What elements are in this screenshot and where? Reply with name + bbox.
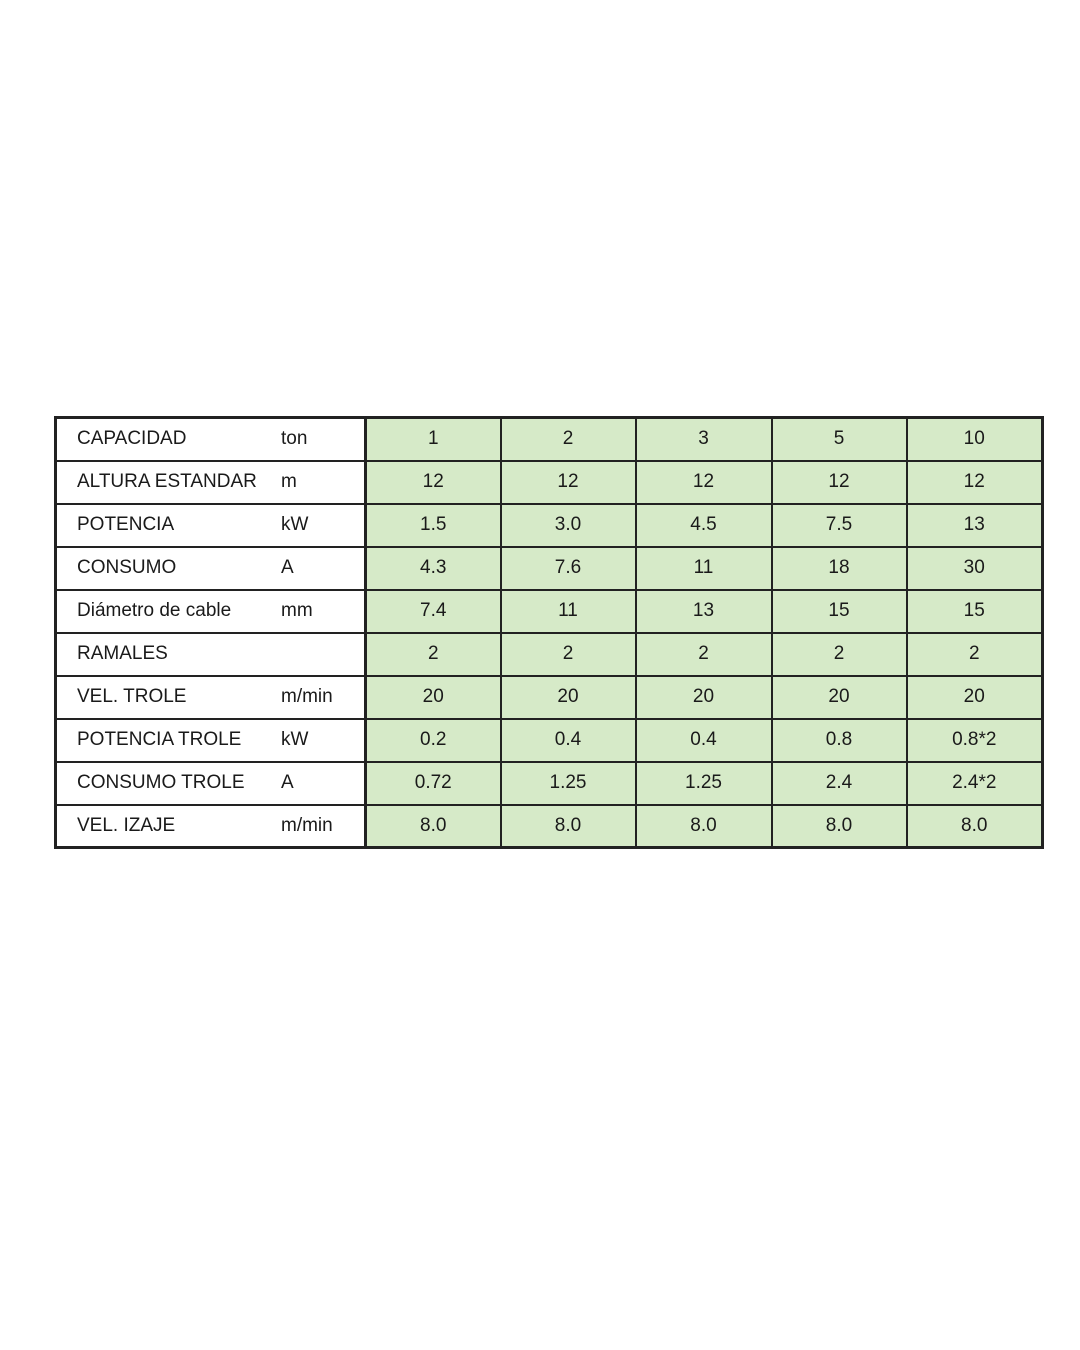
table-row <box>56 461 1043 504</box>
value-cell: 15 <box>907 590 1043 633</box>
table-row <box>56 762 1043 805</box>
value-cell: 4.3 <box>366 547 501 590</box>
value-cell: 20 <box>907 676 1043 719</box>
value-cell: 2.4*2 <box>907 762 1043 805</box>
parameter-unit: kW <box>281 514 309 535</box>
value-cell: 20 <box>366 676 501 719</box>
parameter-unit: ton <box>281 428 308 450</box>
value-cell: 7.6 <box>501 547 636 590</box>
value-cell: 10 <box>907 418 1043 461</box>
spec-table <box>54 416 1044 849</box>
value-cell: 4.5 <box>636 504 772 547</box>
value-cell: 12 <box>366 461 501 504</box>
parameter-label: ALTURA ESTANDAR <box>77 471 257 492</box>
value-cell: 20 <box>772 676 907 719</box>
value-cell: 2 <box>366 633 501 676</box>
value-cell: 8.0 <box>772 805 907 848</box>
value-cell: 20 <box>636 676 772 719</box>
row-header-cell <box>56 590 366 633</box>
table-row <box>56 547 1043 590</box>
value-cell: 11 <box>501 590 636 633</box>
value-cell: 2 <box>636 633 772 676</box>
value-cell: 12 <box>907 461 1043 504</box>
value-cell: 0.8 <box>772 719 907 762</box>
value-cell: 8.0 <box>366 805 501 848</box>
value-cell: 7.4 <box>366 590 501 633</box>
row-header-cell <box>56 633 366 676</box>
value-cell: 0.8*2 <box>907 719 1043 762</box>
parameter-unit: m/min <box>281 686 333 707</box>
value-cell: 18 <box>772 547 907 590</box>
parameter-label: VEL. TROLE <box>77 686 187 707</box>
table-row <box>56 719 1043 762</box>
row-header-cell <box>56 719 366 762</box>
parameter-label: Diámetro de cable <box>77 600 232 621</box>
spec-table-body <box>56 418 1043 848</box>
row-header-cell <box>56 805 366 848</box>
value-cell: 11 <box>636 547 772 590</box>
value-cell: 8.0 <box>501 805 636 848</box>
value-cell: 15 <box>772 590 907 633</box>
value-cell: 1 <box>366 418 501 461</box>
value-cell: 0.4 <box>501 719 636 762</box>
value-cell: 8.0 <box>907 805 1043 848</box>
value-cell: 5 <box>772 418 907 461</box>
parameter-label: CONSUMO <box>77 557 177 578</box>
parameter-label: POTENCIA <box>77 514 175 535</box>
parameter-label: CAPACIDAD <box>77 428 187 450</box>
value-cell: 12 <box>501 461 636 504</box>
table-row <box>56 504 1043 547</box>
value-cell: 2.4 <box>772 762 907 805</box>
value-cell: 13 <box>907 504 1043 547</box>
value-cell: 1.25 <box>636 762 772 805</box>
parameter-label: CONSUMO TROLE <box>77 772 245 793</box>
table-row <box>56 805 1043 848</box>
parameter-label: VEL. IZAJE <box>77 814 176 836</box>
table-row <box>56 418 1043 461</box>
table-row <box>56 676 1043 719</box>
parameter-label: RAMALES <box>77 643 168 664</box>
parameter-unit: m/min <box>281 814 333 836</box>
value-cell: 20 <box>501 676 636 719</box>
value-cell: 8.0 <box>636 805 772 848</box>
value-cell: 2 <box>772 633 907 676</box>
row-header-cell <box>56 504 366 547</box>
value-cell: 2 <box>907 633 1043 676</box>
row-header-cell <box>56 418 366 461</box>
value-cell: 12 <box>772 461 907 504</box>
row-header-cell <box>56 676 366 719</box>
parameter-unit: mm <box>281 600 313 621</box>
parameter-unit: A <box>281 557 294 578</box>
table-row <box>56 590 1043 633</box>
parameter-label: POTENCIA TROLE <box>77 729 242 750</box>
value-cell: 7.5 <box>772 504 907 547</box>
value-cell: 12 <box>636 461 772 504</box>
value-cell: 2 <box>501 633 636 676</box>
value-cell: 0.4 <box>636 719 772 762</box>
row-header-cell <box>56 461 366 504</box>
value-cell: 30 <box>907 547 1043 590</box>
parameter-unit: kW <box>281 729 309 750</box>
table-row <box>56 633 1043 676</box>
value-cell: 3.0 <box>501 504 636 547</box>
parameter-unit: m <box>281 471 297 492</box>
value-cell: 0.2 <box>366 719 501 762</box>
value-cell: 1.5 <box>366 504 501 547</box>
value-cell: 3 <box>636 418 772 461</box>
value-cell: 2 <box>501 418 636 461</box>
value-cell: 0.72 <box>366 762 501 805</box>
row-header-cell <box>56 762 366 805</box>
row-header-cell <box>56 547 366 590</box>
value-cell: 13 <box>636 590 772 633</box>
value-cell: 1.25 <box>501 762 636 805</box>
parameter-unit: A <box>281 772 294 793</box>
